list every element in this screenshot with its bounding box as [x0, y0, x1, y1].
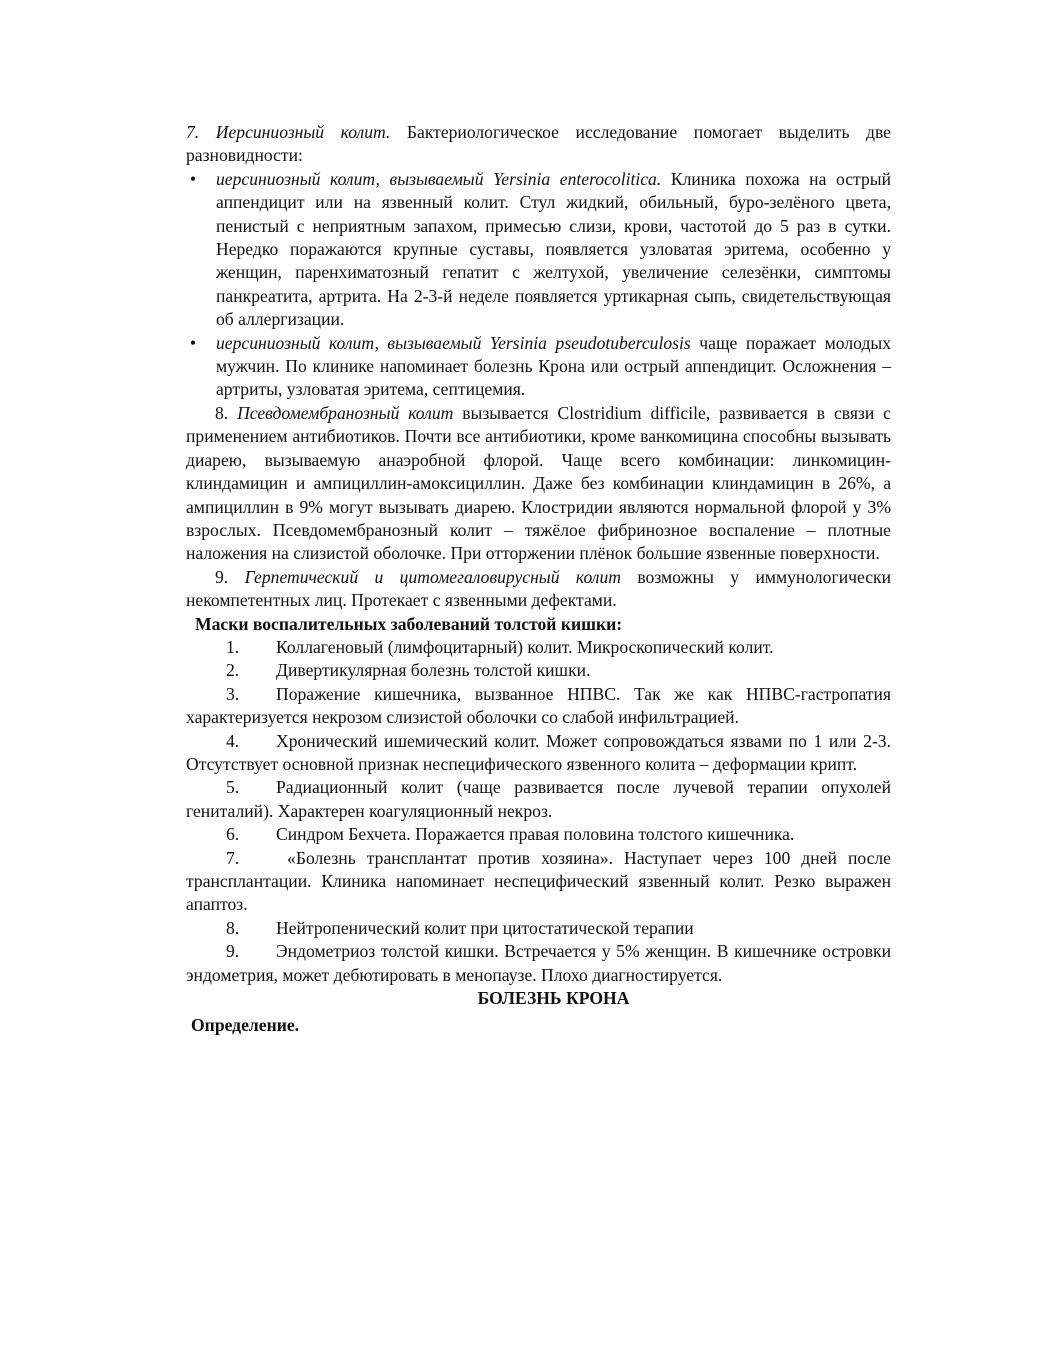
pseudomembranous-text: вызывается Clostridium difficile, развивается в связи с применением антибиотиков. Почти все антибиотики, кроме ванкомицина способны вызывать диарею, вызываемую анаэробной флорой. Чаще всего комбинации: линкомицин-клиндамицин и ампициллин-амоксициллин. Даже без комбинации клиндамицин в 26%, а ампициллин в 9% могут вызывать диарею. Клостридии являются нормальной флорой у 3% взрослых. Псевдомембранозный колит – тяжёлое фибринозное воспаление – плотные наложения на слизистой оболочке. При отторжении плёнок большие язвенные поверхности.	[186, 402, 891, 564]
list-item-number: 1.	[226, 636, 240, 657]
list-item-text: Синдром Бехчета. Поражается правая половина толстого кишечника.	[276, 824, 795, 845]
definition-subheading: Определение.	[191, 1015, 300, 1036]
masks-numbered-list	[186, 636, 891, 987]
list-item-number: 6.	[226, 824, 240, 845]
list-item	[186, 823, 891, 846]
section-number: 9.	[215, 566, 245, 587]
bullet-italic-lead: иерсиниозный колит, вызываемый Yersinia enterocolitica.	[216, 168, 662, 189]
yersinia-colitis-text: Бактериологическое исследование помогает выделить две разновидности:	[186, 122, 891, 166]
list-item-number: 3.	[226, 683, 240, 704]
yersinia-colitis-title: 7. Иерсиниозный колит.	[186, 122, 391, 142]
list-item	[186, 940, 891, 987]
list-item	[186, 730, 891, 777]
list-item-text: Поражение кишечника, вызванное НПВС. Так же как НПВС-гастропатия характеризуется некрозом слизистой оболочки со слабой инфильтрацией.	[186, 683, 891, 728]
list-item-number: 8.	[226, 917, 240, 938]
bullet-text: чаще поражает молодых мужчин. По клинике напоминает болезнь Крона или острый аппендицит. Осложнения – артриты, узловатая эритема, септицемия.	[216, 332, 892, 400]
herpetic-title: Герпетический и цитомегаловирусный колит	[244, 566, 621, 587]
list-item-text: Эндометриоз толстой кишки. Встречается у 5% женщин. В кишечнике островки эндометрия, может дебютировать в менопаузе. Плохо диагностируется.	[186, 941, 891, 985]
list-item-text: Хронический ишемический колит. Может сопровождаться язвами по 1 или 2-3. Отсутствует основной признак неспецифического язвенного колита – деформации крипт.	[186, 730, 891, 774]
list-item-number: 4.	[226, 730, 240, 751]
paragraph-herpetic-colitis	[186, 566, 891, 613]
pseudomembranous-title: Псевдомембранозный колит	[237, 402, 454, 423]
list-item-text: Радиационный колит (чаще развивается после лучевой терапии опухолей гениталий). Характерен коагуляционный некроз.	[186, 777, 891, 821]
list-item	[186, 636, 891, 659]
masks-heading: Маски воспалительных заболеваний толстой кишки:	[195, 613, 623, 634]
list-item-text: Нейтропенический колит при цитостатической терапии	[276, 917, 694, 938]
list-item	[186, 683, 891, 730]
bullet-icon: •	[189, 168, 197, 189]
list-item	[186, 776, 891, 823]
list-item	[186, 847, 891, 917]
list-item-number: 9.	[226, 941, 240, 962]
herpetic-text: возможны у иммунологически некомпетентных лиц. Протекает с язвенными дефектами.	[186, 566, 891, 611]
bullet-icon: •	[189, 332, 197, 353]
list-item-number: 2.	[226, 660, 240, 681]
paragraph-yersinia-colitis	[186, 121, 891, 168]
list-item-number: 7.	[226, 847, 240, 868]
bullet-item-pseudotuberculosis	[186, 332, 891, 402]
yersinia-bullet-list	[186, 168, 891, 402]
list-item-text: «Болезнь трансплантат против хозяина». Наступает через 100 дней после трансплантации. Клиника напоминает неспецифический язвенный колит. Резко выражен апаптоз.	[186, 847, 891, 915]
list-item	[186, 659, 891, 682]
section-number: 8.	[215, 402, 238, 423]
bullet-italic-lead: иерсиниозный колит, вызываемый Yersinia pseudotuberculosis	[216, 332, 691, 353]
paragraph-pseudomembranous-colitis	[186, 402, 891, 566]
list-item-text: Дивертикулярная болезнь толстой кишки.	[276, 660, 591, 681]
list-item-number: 5.	[226, 777, 240, 798]
list-item-text: Коллагеновый (лимфоцитарный) колит. Микроскопический колит.	[276, 636, 774, 657]
bullet-text: Клиника похожа на острый аппендицит или на язвенный колит. Стул жидкий, обильный, буро-зелёного цвета, пенистый с неприятным запахом, примесью слизи, крови, частотой до 5 раз в сутки. Нередко поражаются крупные суставы, появляется узловатая эритема, особенно у женщин, паренхиматозный гепатит с желтухой, увеличение селезёнки, симптомы панкреатита, артрита. На 2-3-й неделе появляется уртикарная сыпь, свидетельствующая об аллергизации.	[216, 168, 891, 330]
crohn-disease-heading: БОЛЕЗНЬ КРОНА	[477, 988, 630, 1009]
bullet-item-enterocolitica	[186, 168, 891, 332]
list-item	[186, 917, 891, 940]
